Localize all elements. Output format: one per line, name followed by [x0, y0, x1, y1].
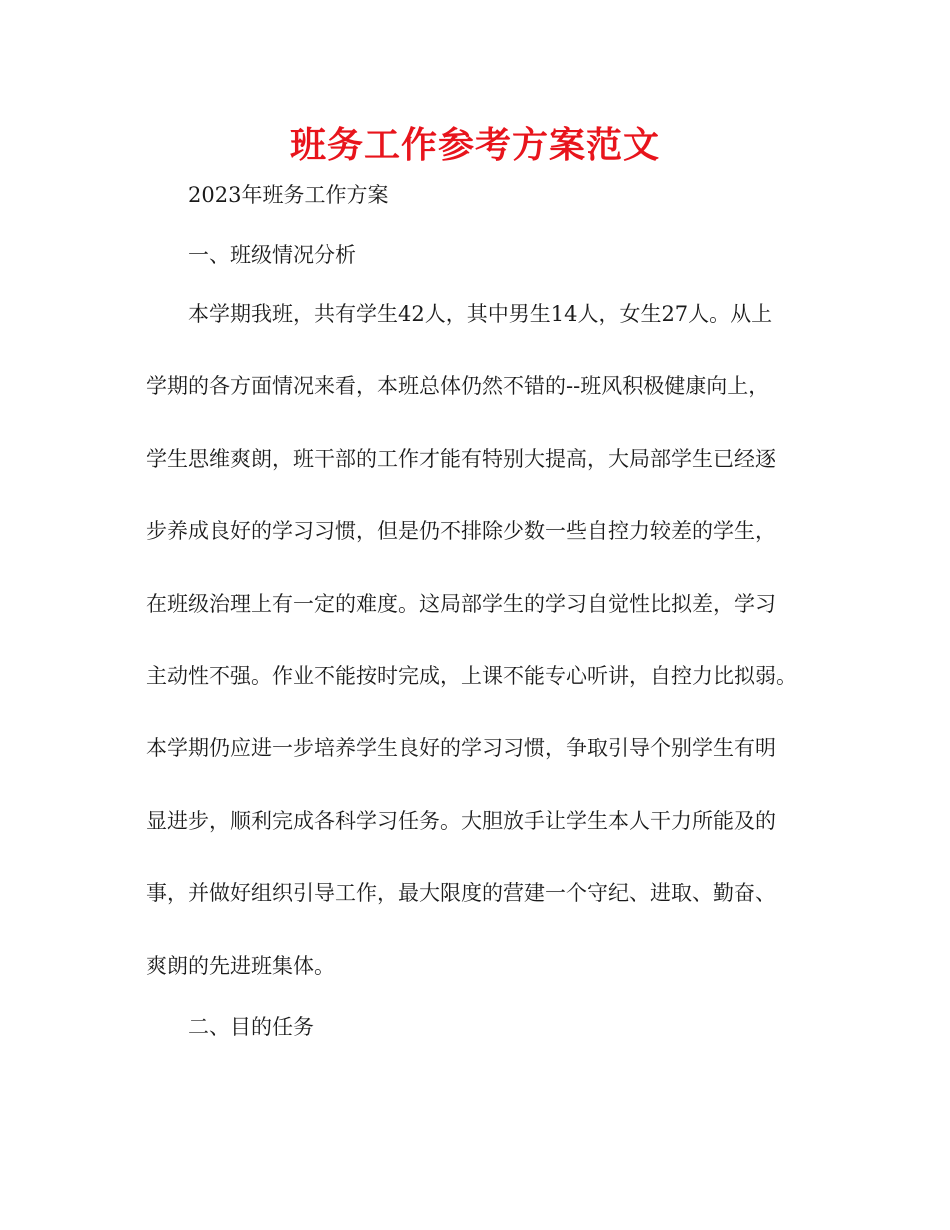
paragraph-line: 步养成良好的学习习惯，但是仍不排除少数一些自控力较差的学生， [146, 519, 776, 544]
section-1-paragraph [146, 278, 818, 1002]
document-subtitle: 2023年班务工作方案 [188, 183, 389, 207]
paragraph-line: 事，并做好组织引导工作，最大限度的营建一个守纪、进取、勤奋、 [146, 881, 776, 906]
paragraph-line: 学生思维爽朗，班干部的工作才能有特别大提高，大局部学生已经逐 [146, 446, 776, 471]
paragraph-line: 主动性不强。作业不能按时完成，上课不能专心听讲，自控力比拟弱。 [146, 664, 797, 689]
section-heading-1: 一、班级情况分析 [188, 243, 356, 267]
paragraph-line: 学期的各方面情况来看，本班总体仍然不错的--班风积极健康向上， [146, 374, 770, 399]
paragraph-line: 本学期仍应进一步培养学生良好的学习习惯，争取引导个别学生有明 [146, 736, 776, 761]
paragraph-line: 在班级治理上有一定的难度。这局部学生的学习自觉性比拟差，学习 [146, 591, 776, 616]
paragraph-line: 爽朗的先进班集体。 [146, 953, 335, 978]
document-title: 班务工作参考方案范文 [289, 125, 660, 166]
paragraph-line: 本学期我班，共有学生42人，其中男生14人，女生27人。从上 [188, 302, 773, 326]
section-heading-2: 二、目的任务 [188, 1015, 314, 1039]
paragraph-line: 显进步，顺利完成各科学习任务。大胆放手让学生本人干力所能及的 [146, 808, 776, 833]
